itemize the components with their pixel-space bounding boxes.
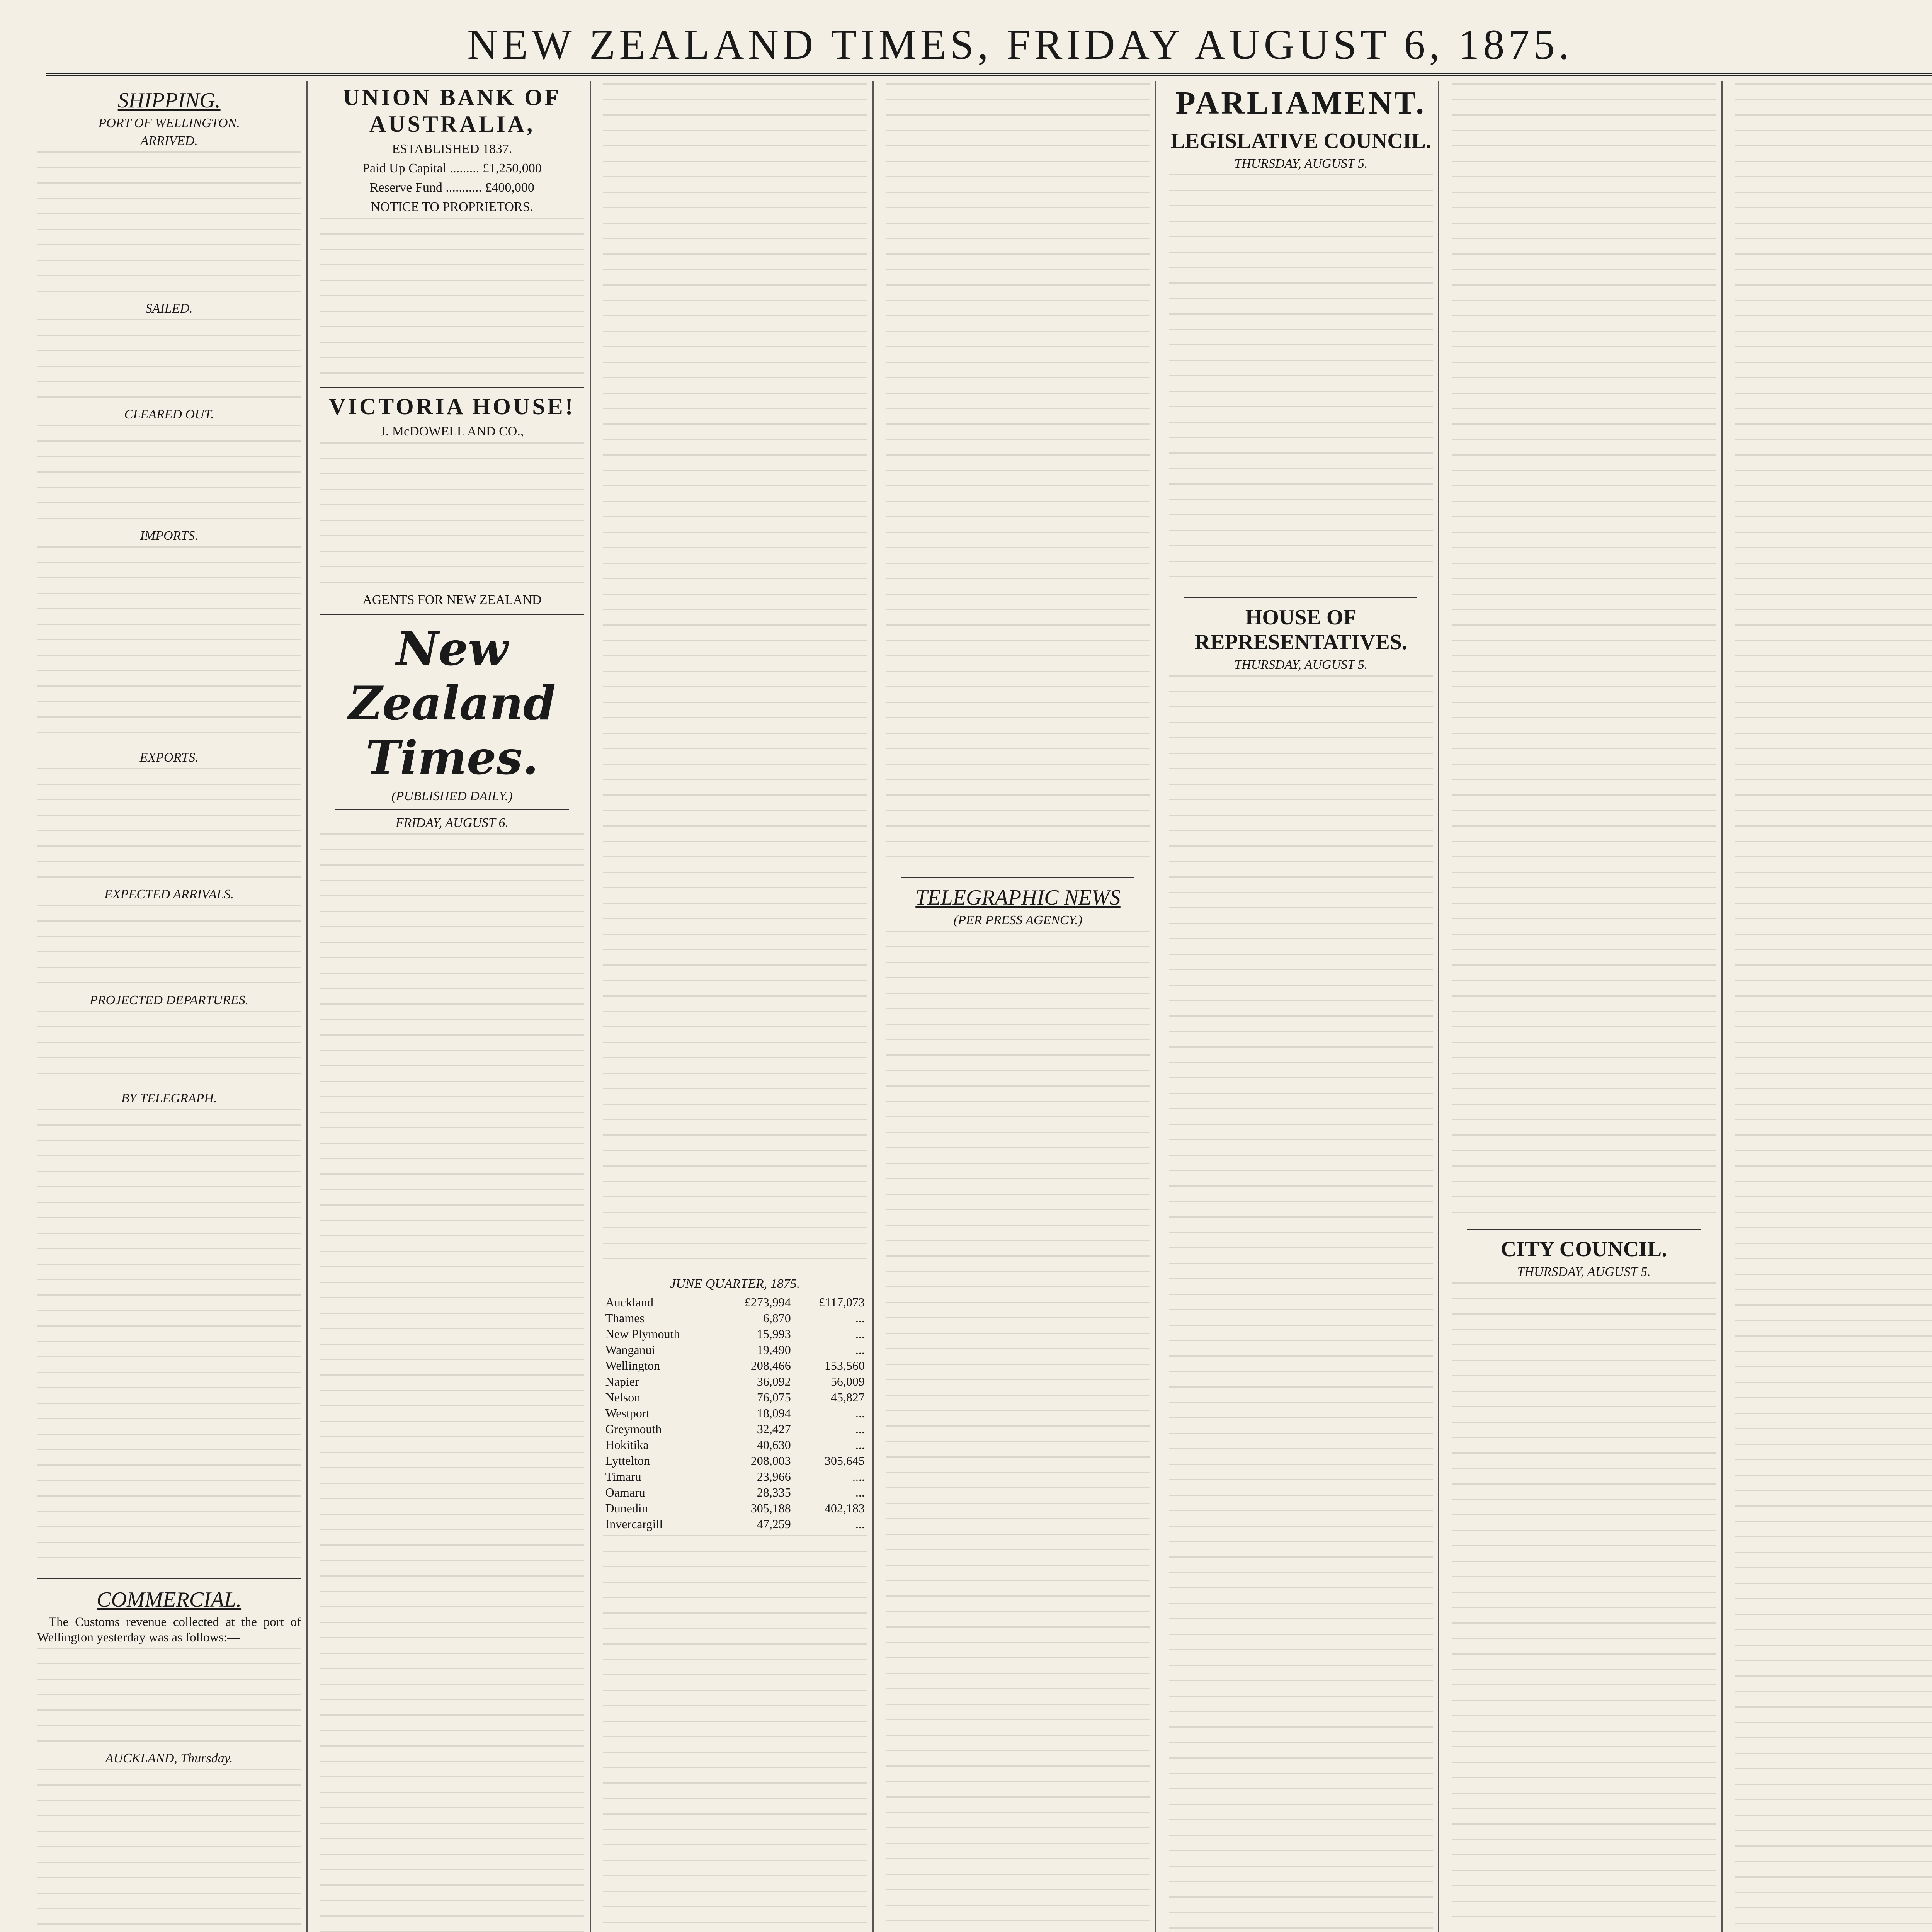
table-cell-value: ... bbox=[855, 1422, 865, 1436]
council-heading: LEGISLATIVE COUNCIL. bbox=[1170, 129, 1431, 153]
table-row bbox=[603, 1326, 867, 1342]
table-row bbox=[603, 1421, 867, 1437]
table-row bbox=[603, 1500, 867, 1516]
table-cell-value: 208,466 bbox=[750, 1359, 791, 1372]
table-cell-place: Dunedin bbox=[605, 1501, 648, 1515]
table-cell-place: Lyttelton bbox=[605, 1454, 650, 1468]
table-cell-place: Thames bbox=[605, 1311, 645, 1325]
table-cell-value: 18,094 bbox=[757, 1406, 791, 1420]
table-row bbox=[603, 1389, 867, 1405]
victoria-house: VICTORIA HOUSE! bbox=[329, 394, 575, 419]
quarter-table bbox=[603, 1294, 867, 1532]
table-cell-value: 402,183 bbox=[824, 1501, 865, 1515]
table-cell-value: 76,075 bbox=[757, 1390, 791, 1404]
table-row bbox=[603, 1453, 867, 1469]
table-cell-value: ... bbox=[855, 1485, 865, 1499]
table-cell-value: ... bbox=[855, 1343, 865, 1357]
table-cell-value: 32,427 bbox=[757, 1422, 791, 1436]
table-cell-value: £273,994 bbox=[744, 1295, 791, 1309]
table-row bbox=[603, 1358, 867, 1374]
table-cell-place: Westport bbox=[605, 1406, 650, 1420]
column-2 bbox=[318, 81, 590, 1932]
table-cell-value: 45,827 bbox=[830, 1390, 865, 1404]
table-cell-value: 28,335 bbox=[757, 1485, 791, 1499]
masthead bbox=[46, 15, 1932, 76]
bank-reserve: Reserve Fund ........... £400,000 bbox=[369, 180, 534, 195]
table-cell-value: ... bbox=[855, 1438, 865, 1452]
column-6 bbox=[1449, 81, 1722, 1932]
bank-notice: NOTICE TO PROPRIETORS. bbox=[371, 200, 534, 214]
table-cell-place: Auckland bbox=[605, 1295, 653, 1309]
table-cell-place: Wellington bbox=[605, 1359, 660, 1372]
table-cell-value: ... bbox=[855, 1406, 865, 1420]
column-4 bbox=[884, 81, 1156, 1932]
city-council-heading: CITY COUNCIL. bbox=[1500, 1237, 1667, 1261]
column-3 bbox=[601, 81, 874, 1932]
port-heading: PORT OF WELLINGTON. bbox=[98, 116, 240, 130]
table-cell-value: 36,092 bbox=[757, 1374, 791, 1388]
house-heading: HOUSE OF REPRESENTATIVES. bbox=[1194, 605, 1407, 654]
commercial-heading: COMMERCIAL. bbox=[97, 1588, 242, 1612]
table-row bbox=[603, 1294, 867, 1310]
table-row bbox=[603, 1342, 867, 1358]
quarter-table-heading: JUNE QUARTER, 1875. bbox=[670, 1277, 800, 1291]
parliament-heading: PARLIAMENT. bbox=[1175, 85, 1427, 121]
table-cell-value: ... bbox=[855, 1327, 865, 1341]
mcdowell: J. McDOWELL AND CO., bbox=[380, 424, 524, 439]
table-cell-place: New Plymouth bbox=[605, 1327, 680, 1341]
expected-heading: EXPECTED ARRIVALS. bbox=[104, 887, 234, 901]
council-date: THURSDAY, AUGUST 5. bbox=[1234, 156, 1368, 171]
arrived-heading: ARRIVED. bbox=[140, 134, 198, 148]
column-7 bbox=[1733, 81, 1932, 1932]
bank-paid-up: Paid Up Capital ......... £1,250,000 bbox=[362, 161, 542, 175]
auckland-heading: AUCKLAND, Thursday. bbox=[105, 1751, 233, 1765]
table-cell-value: 153,560 bbox=[824, 1359, 865, 1372]
table-cell-value: 305,645 bbox=[824, 1454, 865, 1468]
table-row bbox=[603, 1437, 867, 1453]
table-cell-place: Oamaru bbox=[605, 1485, 645, 1499]
house-date: THURSDAY, AUGUST 5. bbox=[1234, 658, 1368, 672]
agents: AGENTS FOR NEW ZEALAND bbox=[362, 593, 542, 607]
column-1 bbox=[35, 81, 308, 1932]
table-cell-value: 305,188 bbox=[750, 1501, 791, 1515]
paper-title: New Zealand Times. bbox=[348, 622, 556, 785]
commercial-intro: The Customs revenue collected at the port of Wellington yesterday was as follows:— bbox=[37, 1615, 301, 1645]
table-cell-value: 208,003 bbox=[750, 1454, 791, 1468]
table-cell-value: £117,073 bbox=[819, 1295, 865, 1309]
published-daily: (PUBLISHED DAILY.) bbox=[391, 789, 513, 803]
table-cell-value: ... bbox=[855, 1311, 865, 1325]
columns bbox=[35, 81, 1932, 1932]
table-cell-value: 40,630 bbox=[757, 1438, 791, 1452]
table-cell-value: 15,993 bbox=[757, 1327, 791, 1341]
table-cell-place: Wanganui bbox=[605, 1343, 655, 1357]
telegraphic-heading: TELEGRAPHIC NEWS bbox=[915, 886, 1121, 910]
table-cell-value: 6,870 bbox=[763, 1311, 791, 1325]
city-council-date: THURSDAY, AUGUST 5. bbox=[1517, 1265, 1651, 1279]
table-cell-place: Invercargill bbox=[605, 1517, 663, 1531]
table-cell-place: Timaru bbox=[605, 1469, 641, 1483]
table-row bbox=[603, 1485, 867, 1500]
table-cell-value: 19,490 bbox=[757, 1343, 791, 1357]
table-cell-place: Hokitika bbox=[605, 1438, 649, 1452]
telegraph-heading: BY TELEGRAPH. bbox=[121, 1091, 217, 1105]
column-5 bbox=[1167, 81, 1439, 1932]
table-row bbox=[603, 1405, 867, 1421]
projected-heading: PROJECTED DEPARTURES. bbox=[90, 993, 249, 1007]
table-cell-value: 56,009 bbox=[830, 1374, 865, 1388]
bank-established: ESTABLISHED 1837. bbox=[392, 142, 512, 156]
table-cell-value: ... bbox=[855, 1517, 865, 1531]
table-cell-value: 23,966 bbox=[757, 1469, 791, 1483]
exports-heading: EXPORTS. bbox=[139, 750, 199, 765]
table-row bbox=[603, 1516, 867, 1532]
imports-heading: IMPORTS. bbox=[140, 529, 198, 543]
table-row bbox=[603, 1310, 867, 1326]
press-agency: (PER PRESS AGENCY.) bbox=[953, 913, 1083, 927]
shipping-heading: SHIPPING. bbox=[117, 88, 221, 112]
table-cell-value: 47,259 bbox=[757, 1517, 791, 1531]
table-cell-place: Nelson bbox=[605, 1390, 641, 1404]
table-row bbox=[603, 1469, 867, 1485]
issue-date: FRIDAY, AUGUST 6. bbox=[395, 816, 509, 830]
table-cell-value: .... bbox=[852, 1469, 865, 1483]
cleared-heading: CLEARED OUT. bbox=[124, 407, 214, 422]
table-cell-place: Greymouth bbox=[605, 1422, 662, 1436]
bank-title: UNION BANK OF AUSTRALIA, bbox=[343, 85, 561, 137]
sailed-heading: SAILED. bbox=[145, 301, 193, 316]
table-cell-place: Napier bbox=[605, 1374, 639, 1388]
masthead-title: NEW ZEALAND TIMES, FRIDAY AUGUST 6, 1875. bbox=[467, 20, 1573, 68]
table-row bbox=[603, 1374, 867, 1389]
